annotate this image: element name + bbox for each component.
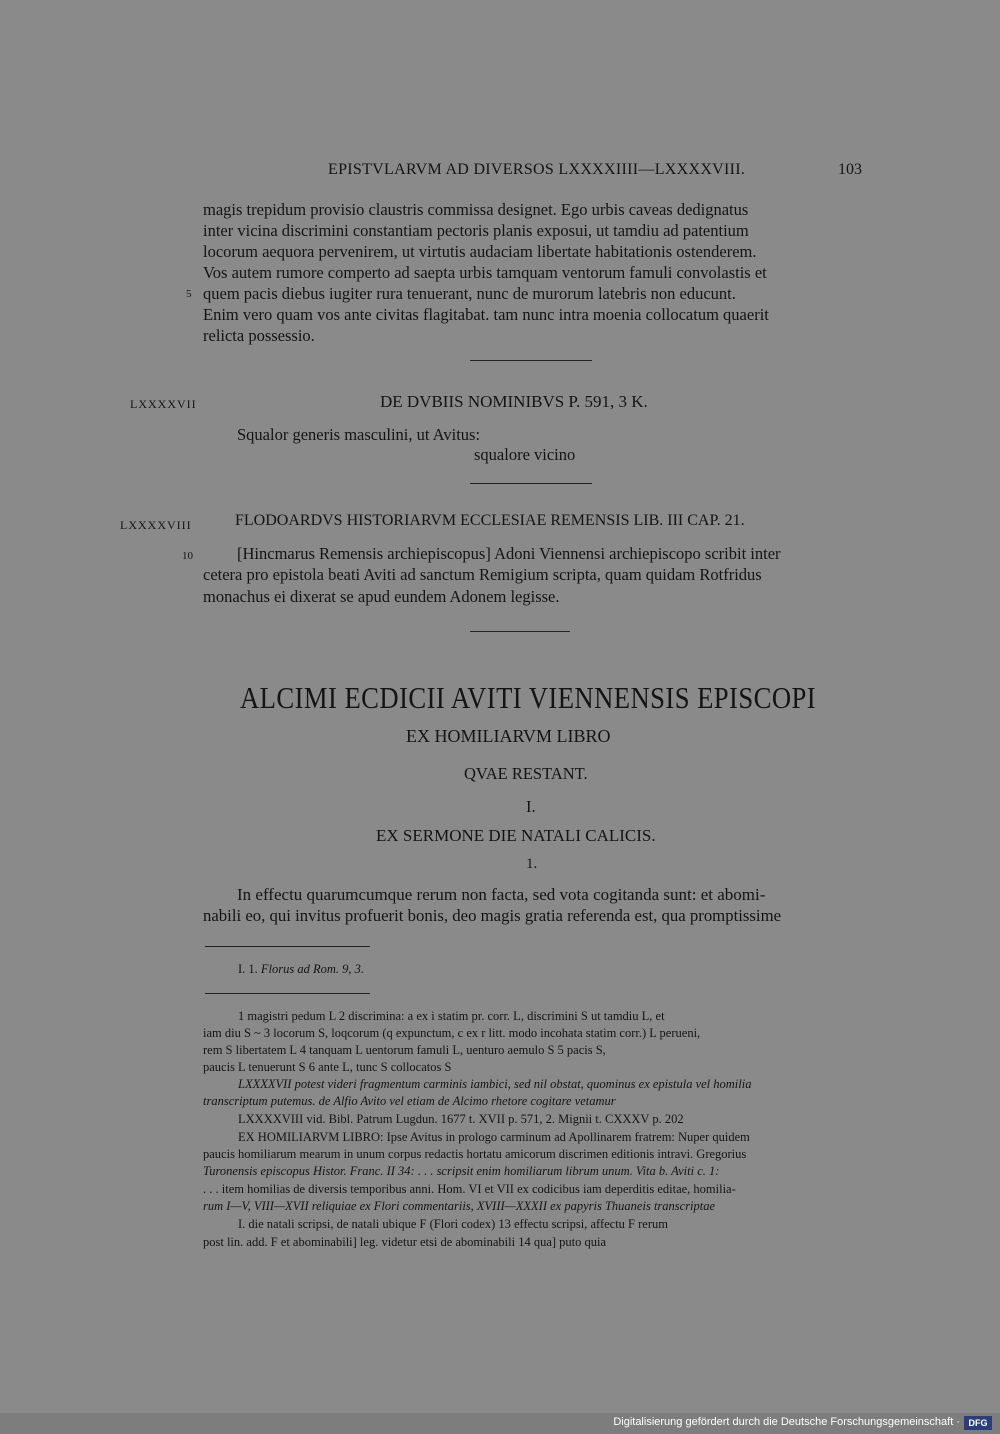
dfg-logo-icon: DFG	[964, 1416, 992, 1430]
quotation: squalore vicino	[474, 445, 576, 464]
footnote-line: LXXXXVIII vid. Bibl. Patrum Lugdun. 1677 t. XVII p. 571, 2. Mignii t. CXXXV p. 202	[238, 1112, 684, 1126]
body-line: monachus ei dixerat se apud eundem Adonem legisse.	[203, 587, 560, 606]
body-line: Enim vero quam vos ante civitas flagitabat. tam nunc intra moenia collocatum quaerit	[203, 305, 769, 324]
divider	[470, 360, 592, 361]
body-line: magis trepidum provisio claustris commissa designet. Ego urbis caveas dedignatus	[203, 200, 749, 219]
footnote-line: EX HOMILIARVM LIBRO: Ipse Avitus in prologo carminum ad Apollinarem fratrem: Nuper quidem	[238, 1130, 750, 1144]
divider	[470, 631, 570, 632]
roman-numeral: I.	[526, 797, 536, 816]
line-number: 10	[182, 550, 193, 562]
body-line: locorum aequora pervenirem, ut virtutis audaciam libertate habitationis ostenderem.	[203, 242, 757, 261]
source-note-text: Florus ad Rom. 9, 3.	[260, 962, 365, 976]
footnote-line: Turonensis episcopus Histor. Franc. II 34: . . . scripsit enim homiliarum librum unum. Vita b. Aviti c. 1:	[203, 1164, 720, 1178]
margin-label: LXXXXVII	[130, 397, 197, 411]
subtitle: EX HOMILIARVM LIBRO	[406, 726, 611, 746]
footnote-line: . . . item homilias de diversis temporibus anni. Hom. VI et VII ex codicibus iam deperditis editae, homilia-	[203, 1182, 736, 1196]
main-title: ALCIMI ECDICII AVITI VIENNENSIS EPISCOPI	[240, 680, 817, 715]
apparatus-rule	[205, 946, 370, 947]
body-line: relicta possessio.	[203, 326, 315, 345]
line-number: 5	[186, 288, 192, 300]
paragraph-number: 1.	[526, 856, 538, 872]
body-line: inter vicina discrimini constantiam pectoris planis exposui, ut tamdiu ad patentium	[203, 221, 749, 240]
subtitle: QVAE RESTANT.	[464, 764, 588, 783]
footnote-line: post lin. add. F et abominabili] leg. videtur etsi de abominabili 14 qua] puto quia	[203, 1235, 607, 1249]
body-line: quem pacis diebus iugiter rura tenuerant, nunc de murorum latebris non educunt.	[203, 284, 736, 303]
footnote-line: I. die natali scripsi, de natali ubique F (Flori codex) 13 effectu scripsi, affectu F rerum	[238, 1217, 668, 1231]
divider	[470, 483, 592, 484]
running-header: EPISTVLARVM AD DIVERSOS LXXXXIIII—LXXXXVIII.	[328, 161, 746, 178]
body-line: In effectu quarumcumque rerum non facta, sed vota cogitanda sunt: et abomi-	[237, 885, 766, 904]
footnote-line: rem S libertatem L 4 tanquam L uentorum famuli L, uenturo aemulo S 5 pacis S,	[203, 1043, 606, 1057]
footnote-line: rum I—V, VIII—XVII reliquiae ex Flori commentariis, XVIII—XXXII ex papyris Thuaneis transcriptae	[203, 1199, 716, 1213]
source-note-label: I. 1.	[238, 962, 258, 976]
body-line: [Hincmarus Remensis archiepiscopus] Adoni Viennensi archiepiscopo scribit inter	[237, 544, 781, 563]
footnote-line: 1 magistri pedum L 2 discrimina: a ex i statim pr. corr. L, discrimini S ut tamdiu L, et	[238, 1009, 665, 1023]
margin-label: LXXXXVIII	[120, 518, 192, 532]
footnote-line: transcriptum putemus. de Alfio Avito vel etiam de Alcimo rhetore cogitare vetamur	[203, 1094, 616, 1108]
section-heading: FLODOARDVS HISTORIARVM ECCLESIAE REMENSIS LIB. III CAP. 21.	[235, 512, 745, 529]
footnote-line: paucis L tenuerunt S 6 ante L, tunc S collocatos S	[203, 1060, 452, 1074]
funding-notice: Digitalisierung gefördert durch die Deutsche Forschungsgemeinschaft ·	[613, 1416, 960, 1428]
source-note	[238, 962, 364, 977]
footnote-line: iam diu S ~ 3 locorum S, loqcorum (q expunctum, c ex r litt. modo incohata statim corr.) L perueni,	[203, 1026, 701, 1040]
section-heading: DE DVBIIS NOMINIBVS P. 591, 3 K.	[380, 392, 648, 411]
apparatus-rule	[205, 993, 370, 994]
body-line: cetera pro epistola beati Aviti ad sanctum Remigium scripta, quam quidam Rotfridus	[203, 565, 762, 584]
footnote-line: paucis homiliarum mearum in unum corpus redactis hortatu amicorum discrimen editionis intravi. Gregorius	[203, 1147, 747, 1161]
body-line: Vos autem rumore comperto ad saepta urbis tamquam ventorum famuli convolastis et	[203, 263, 767, 282]
body-line: nabili eo, qui invitus profuerit bonis, deo magis gratia referenda est, qua promptissime	[203, 906, 782, 925]
sermon-heading: EX SERMONE DIE NATALI CALICIS.	[376, 826, 656, 845]
footer-bar	[0, 1413, 1000, 1434]
footnote-line: LXXXXVII potest videri fragmentum carminis iambici, sed nil obstat, quominus ex epistula vel homilia	[238, 1077, 752, 1091]
section-text: Squalor generis masculini, ut Avitus:	[237, 425, 481, 444]
page-number: 103	[838, 161, 862, 178]
